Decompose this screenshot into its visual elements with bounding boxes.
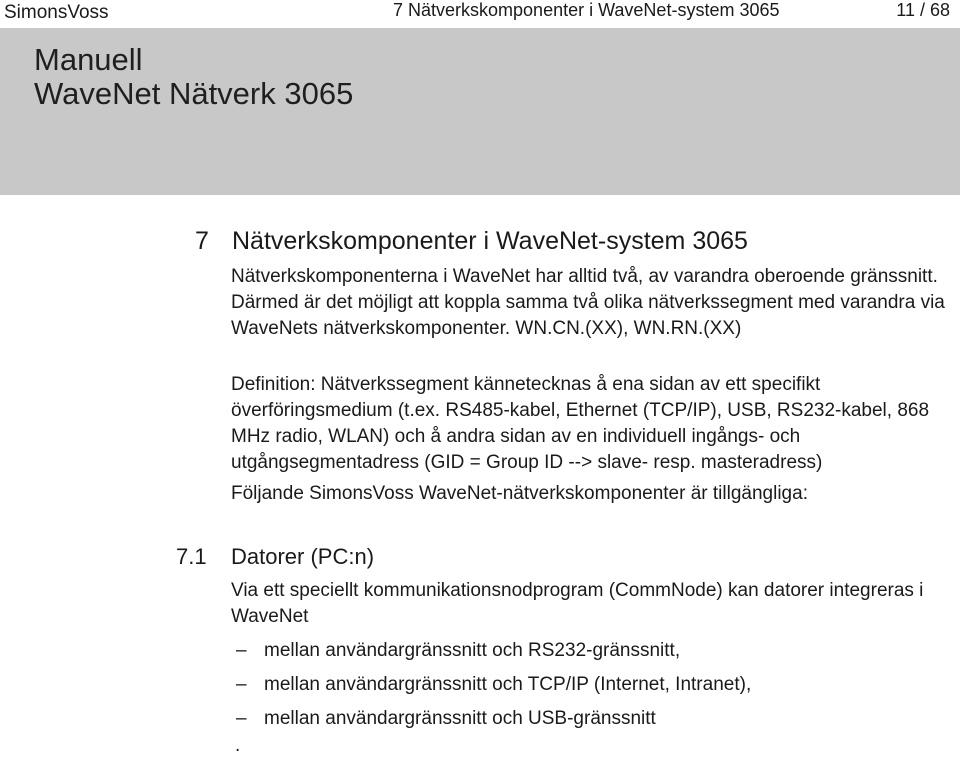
paragraph-available: Följande SimonsVoss WaveNet-nätverkskomponenter är tillgängliga: <box>231 483 808 504</box>
subsection-number: 7.1 <box>176 544 207 569</box>
manual-title-line-2: WaveNet Nätverk 3065 <box>34 76 354 111</box>
section-number: 7 <box>195 227 209 255</box>
running-header <box>0 0 960 28</box>
paragraph-computers: Via ett speciellt kommunikationsnodprogram (CommNode) kan datorer integreras i WaveNet <box>231 580 924 627</box>
list-item-text: mellan användargränssnitt och USB-gränssnitt <box>264 708 656 729</box>
subsection-title: Datorer (PC:n) <box>231 544 375 569</box>
trailing-period: . <box>235 735 241 756</box>
dash-bullet: – <box>236 640 247 661</box>
chapter-reference: 7 Nätverkskomponenter i WaveNet-system 3065 <box>393 0 780 20</box>
manual-title <box>34 43 353 111</box>
page-number: 11 / 68 <box>896 0 950 20</box>
dash-bullet: – <box>236 674 247 695</box>
section-title: Nätverkskomponenter i WaveNet-system 3065 <box>232 227 748 255</box>
paragraph-definition: Definition: Nätverkssegment kännetecknas å ena sidan av ett specifikt överföringsmedium (t.ex. RS485-kabel, Ethernet (TCP/IP), USB, RS232-kabel, 868 MHz radio, WLAN) och å andra sidan av en individuell ingångs- och utgångsegmentadress (GID = Group ID --> slave- resp. masteradress) <box>231 374 930 473</box>
paragraph-intro: Nätverkskomponenterna i WaveNet har alltid två, av varandra oberoende gränssnitt. Därmed är det möjligt att koppla samma två olika nätverkssegment med varandra via WaveNets nätverkskomponenter. WN.CN.(XX), WN.RN.(XX) <box>231 266 945 339</box>
list-item-text: mellan användargränssnitt och RS232-gränssnitt, <box>264 640 681 661</box>
manual-title-line-1: Manuell <box>34 42 143 77</box>
list-item-text: mellan användargränssnitt och TCP/IP (Internet, Intranet), <box>264 674 752 695</box>
dash-bullet: – <box>236 708 247 729</box>
title-banner <box>0 28 960 195</box>
brand-name: SimonsVoss <box>4 2 109 23</box>
